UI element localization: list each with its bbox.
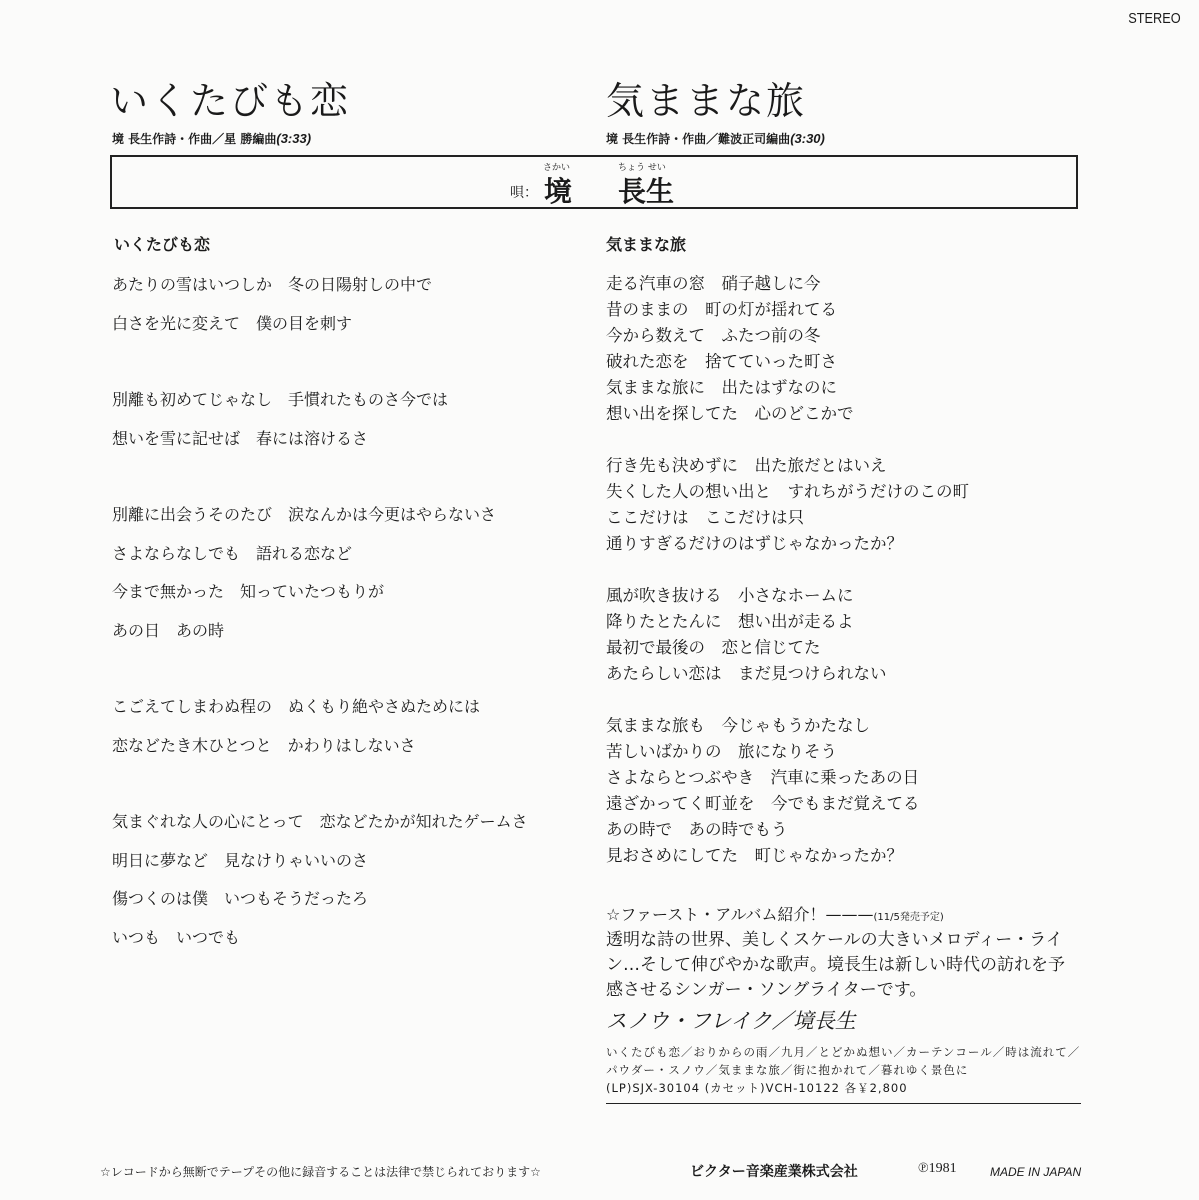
album-heading: ☆ファースト・アルバム紹介！———(11/5発売予定) (606, 905, 944, 924)
lyric-line: さよならとつぶやき 汽車に乗ったあの日 (606, 768, 920, 787)
lyric-line: 失くした人の想い出と すれちがうだけのこの町 (606, 482, 969, 501)
stanza (606, 582, 969, 686)
lyric-line: 昔のままの 町の灯が揺れてる (606, 300, 837, 319)
album-title: スノウ・フレイク／境長生 (606, 1009, 856, 1033)
lyrics-a (112, 272, 528, 1001)
lyric-line: あたらしい恋は まだ見つけられない (606, 664, 887, 683)
side-a-credit: 境 長生作詩・作曲／星 勝編曲(3:33) (112, 131, 312, 146)
lyric-line: 風が吹き抜ける 小さなホームに (606, 586, 854, 605)
lyric-line: 気ままな旅に 出たはずなのに (606, 378, 837, 397)
lyric-line: 降りたとたんに 想い出が走るよ (606, 612, 854, 631)
lyric-line: 想いを雪に記せば 春には溶けるさ (112, 428, 369, 448)
album-tracks: いくたびも恋／おりからの雨／九月／とどかぬ想い／カーテンコール／時は流れて／パウダー・スノウ／気ままな旅／街に抱かれて／暮れゆく景色に (LP)SJX-30104 (カセット)VCH-10122 各￥2,800 (606, 1045, 1081, 1095)
stanza (606, 270, 969, 426)
stanza (112, 809, 528, 963)
copyright: ℗1981 (918, 1161, 957, 1176)
lyric-line: あたりの雪はいつしか 冬の日陽射しの中で (112, 275, 433, 294)
lyric-line: 恋などたき木ひとつと かわりはしないさ (112, 735, 416, 755)
lyric-line: 別離も初めてじゃなし 手慣れたものさ今では (112, 390, 449, 409)
album-description: 透明な詩の世界、美しくスケールの大きいメロディー・ライン…そして伸びやかな歌声。境長生は新しい時代の訪れを予感させるシンガー・ソングライターです。 (606, 930, 1065, 1000)
lyric-line: 今まで無かった 知っていたつもりが (112, 582, 385, 601)
lyric-line: さよならなしでも 語れる恋など (112, 543, 353, 563)
lyric-line: 走る汽車の窓 硝子越しに今 (606, 274, 821, 293)
lyric-line: あの時で あの時でもう (606, 820, 788, 839)
made-in: MADE IN JAPAN (990, 1165, 1082, 1179)
lyric-line: こごえてしまわぬ程の ぬくもり絶やさぬためには (112, 697, 481, 716)
stanza (112, 272, 528, 349)
lyric-line: 通りすぎるだけのはずじゃなかったか？ (606, 534, 903, 553)
lyric-line: 想い出を探してた 心のどこかで (606, 404, 854, 423)
lyric-line: 気ままな旅も 今じゃもうかたなし (606, 716, 870, 735)
lyric-line: 見おさめにしてた 町じゃなかったか？ (606, 846, 903, 865)
lyric-line: あの日 あの時 (112, 620, 225, 640)
lyric-line: 白さを光に変えて 僕の目を刺す (112, 313, 353, 333)
divider (606, 1103, 1081, 1104)
lyrics-b-title: 気ままな旅 (606, 235, 687, 254)
lyric-line: 最初で最後の 恋と信じてた (606, 638, 821, 657)
stanza (606, 712, 969, 868)
copy-notice: ☆レコードから無断でテープその他に録音することは法律で禁じられております☆ (100, 1165, 541, 1179)
lyric-line: 気まぐれな人の心にとって 恋などたかが知れたゲームさ (112, 812, 528, 831)
lyric-line: 行き先も決めずに 出た旅だとはいえ (606, 456, 887, 475)
lyric-line: 今から数えて ふたつ前の冬 (606, 326, 821, 345)
lyric-line: 苦しいばかりの 旅になりそう (606, 742, 837, 761)
lyric-line: いつも いつでも (112, 927, 241, 947)
stanza (112, 387, 528, 464)
stanza (112, 502, 528, 656)
lyric-line: 破れた恋を 捨てていった町さ (606, 352, 837, 371)
side-b-title: 気ままな旅 (606, 79, 807, 123)
album-promo (606, 902, 1081, 1104)
company: ビクター音楽産業株式会社 (690, 1164, 858, 1180)
stanza (112, 694, 528, 771)
lyric-line: 傷つくのは僕 いつもそうだったろ (112, 889, 369, 908)
singer-box (110, 155, 1078, 209)
lyric-line: 遠ざかってく町並を 今でもまだ覚えてる (606, 794, 920, 813)
lyrics-a-title: いくたびも恋 (114, 235, 211, 254)
lyric-line: 別離に出会うそのたび 涙なんかは今更はやらないさ (112, 505, 497, 524)
side-b-credit: 境 長生作詩・作曲／難波正司編曲(3:30) (606, 131, 825, 146)
stanza (606, 452, 969, 556)
lyric-line: 明日に夢など 見なけりゃいいのさ (112, 850, 369, 870)
lyric-line: ここだけは ここだけは只 (606, 508, 804, 527)
lyrics-b (606, 270, 969, 894)
stereo-label: STEREO (1128, 10, 1181, 27)
side-a-title: いくたびも恋 (110, 79, 351, 123)
